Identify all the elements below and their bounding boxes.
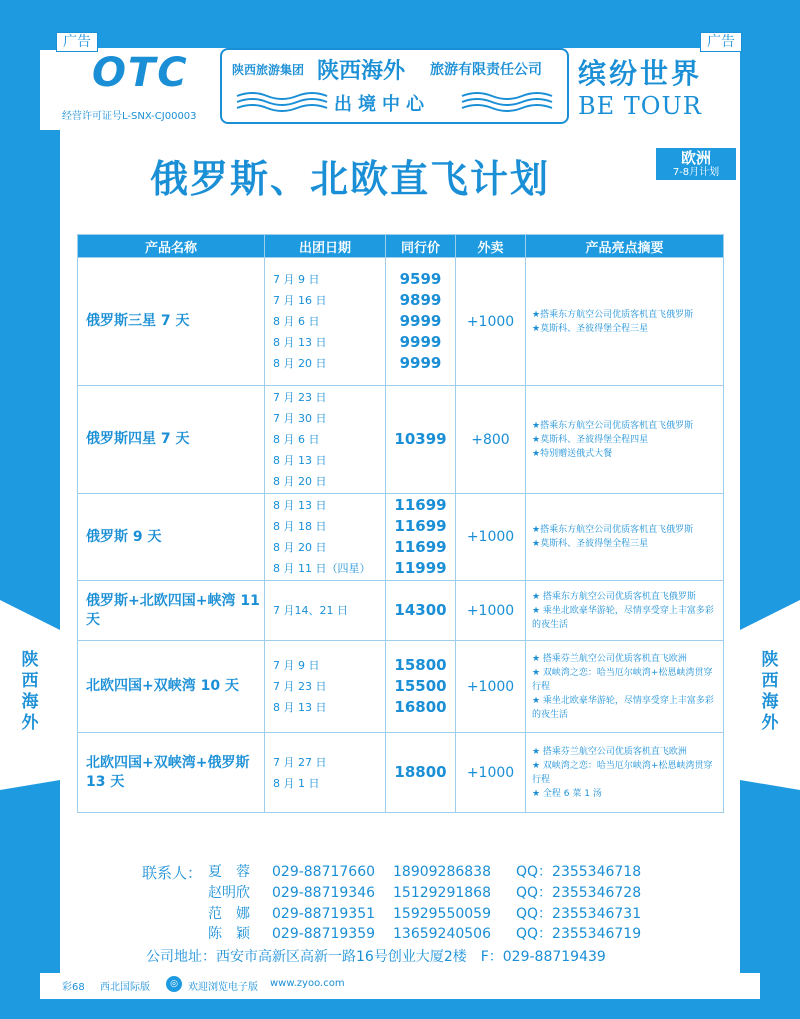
edition-logo-icon: ◎ bbox=[166, 976, 182, 992]
ad-tag-left: 广告 bbox=[56, 32, 98, 52]
region-period: 7-8月计划 bbox=[672, 167, 720, 178]
contact-qq: QQ：2355346718 bbox=[516, 864, 642, 880]
retail-surcharge: +1000 bbox=[456, 641, 526, 733]
brand-english: BE TOUR bbox=[578, 92, 702, 120]
departure-dates: 7 月14、21 日 bbox=[265, 581, 386, 641]
group-name: 陕西旅游集团 bbox=[232, 63, 305, 77]
trade-price: 14300 bbox=[386, 581, 456, 641]
contact-row bbox=[60, 883, 740, 903]
header-highlights: 产品亮点摘要 bbox=[526, 235, 724, 258]
product-name: 北欧四国+双峡湾+俄罗斯 13 天 bbox=[78, 733, 265, 813]
contact-name: 赵明欣 bbox=[208, 885, 250, 901]
contact-tel: 029-88719346 bbox=[272, 885, 376, 901]
retail-surcharge: +1000 bbox=[456, 733, 526, 813]
departure-dates: 7 月 9 日 7 月 16 日 8 月 6 日 8 月 13 日 8 月 20 日 bbox=[265, 258, 386, 386]
footer-url[interactable]: www.zyoo.com bbox=[270, 978, 345, 989]
contact-tel: 029-88717660 bbox=[272, 864, 376, 880]
contacts-section bbox=[60, 858, 740, 973]
contact-name: 范 娜 bbox=[208, 906, 250, 922]
table-row bbox=[78, 494, 724, 581]
contact-name: 陈 颖 bbox=[208, 926, 250, 942]
product-name: 俄罗斯+北欧四国+峡湾 11 天 bbox=[78, 581, 265, 641]
product-name: 俄罗斯 9 天 bbox=[78, 494, 265, 581]
table-row bbox=[78, 641, 724, 733]
product-name: 北欧四国+双峡湾 10 天 bbox=[78, 641, 265, 733]
contact-qq: QQ：2355346731 bbox=[516, 906, 642, 922]
contact-qq: QQ：2355346728 bbox=[516, 885, 642, 901]
departure-dates: 8 月 13 日 8 月 18 日 8 月 20 日 8 月 11 日（四星） bbox=[265, 494, 386, 581]
retail-surcharge: +800 bbox=[456, 386, 526, 494]
highlights: ★ 搭乘东方航空公司优质客机直飞俄罗斯 ★ 乘坐北欧豪华游轮，尽情享受穿上丰富多彩的夜生活 bbox=[526, 581, 724, 641]
contact-tel: 029-88719359 bbox=[272, 926, 376, 942]
table-row bbox=[78, 386, 724, 494]
product-name: 俄罗斯三星 7 天 bbox=[78, 258, 265, 386]
table-row bbox=[78, 581, 724, 641]
contact-mobile: 15129291868 bbox=[393, 885, 491, 901]
retail-surcharge: +1000 bbox=[456, 494, 526, 581]
header-product: 产品名称 bbox=[78, 235, 265, 258]
header-price: 同行价 bbox=[386, 235, 456, 258]
frame-top bbox=[0, 0, 800, 48]
departure-dates: 7 月 27 日 8 月 1 日 bbox=[265, 733, 386, 813]
ad-tag-right: 广告 bbox=[700, 32, 742, 52]
company-suffix: 旅游有限责任公司 bbox=[430, 62, 542, 78]
trade-price: 10399 bbox=[386, 386, 456, 494]
highlights: ★ 搭乘芬兰航空公司优质客机直飞欧洲 ★ 双峡湾之恋：哈当厄尔峡湾+松恩峡湾贯穿行程 ★ 全程 6 菜 1 汤 bbox=[526, 733, 724, 813]
highlights: ★搭乘东方航空公司优质客机直飞俄罗斯 ★莫斯科、圣彼得堡全程三星 bbox=[526, 494, 724, 581]
company-address: 公司地址：西安市高新区高新一路16号创业大厦2楼 F：029-88719439 bbox=[146, 949, 606, 965]
contact-mobile: 15929550059 bbox=[393, 906, 491, 922]
footer-edition: 西北国际版 bbox=[100, 982, 150, 993]
departure-dates: 7 月 23 日 7 月 30 日 8 月 6 日 8 月 13 日 8 月 20 日 bbox=[265, 386, 386, 494]
region-name: 欧洲 bbox=[680, 149, 711, 167]
header-surcharge: 外卖 bbox=[456, 235, 526, 258]
table-header-row bbox=[78, 235, 724, 258]
frame-right bbox=[740, 0, 800, 1019]
highlights: ★ 搭乘芬兰航空公司优质客机直飞欧洲 ★ 双峡湾之恋：哈当厄尔峡湾+松恩峡湾贯穿行程 ★ 乘坐北欧豪华游轮，尽情享受穿上丰富多彩的夜生活 bbox=[526, 641, 724, 733]
header-dates: 出团日期 bbox=[265, 235, 386, 258]
contact-name: 夏 蓉 bbox=[208, 864, 250, 880]
highlights: ★搭乘东方航空公司优质客机直飞俄罗斯 ★莫斯科、圣彼得堡全程四星 ★特别赠送俄式大餐 bbox=[526, 386, 724, 494]
region-badge bbox=[656, 148, 736, 180]
table-row bbox=[78, 733, 724, 813]
departure-dates: 7 月 9 日 7 月 23 日 8 月 13 日 bbox=[265, 641, 386, 733]
side-text-left: 陕 西 海 外 bbox=[21, 650, 39, 733]
contact-tel: 029-88719351 bbox=[272, 906, 376, 922]
contacts-label: 联系人： bbox=[142, 864, 203, 882]
page-title: 俄罗斯、北欧直飞计划 bbox=[150, 157, 551, 201]
otc-logo: OTC bbox=[92, 50, 189, 96]
tour-table bbox=[77, 234, 724, 813]
contact-row bbox=[60, 924, 740, 944]
table-row bbox=[78, 258, 724, 386]
license-number: 经营许可证号L-SNX-CJ00003 bbox=[62, 111, 197, 122]
company-banner bbox=[220, 48, 569, 124]
trade-price: 9599 9899 9999 9999 9999 bbox=[386, 258, 456, 386]
product-name: 俄罗斯四星 7 天 bbox=[78, 386, 265, 494]
trade-price: 18800 bbox=[386, 733, 456, 813]
frame-left bbox=[0, 0, 60, 1019]
trade-price: 15800 15500 16800 bbox=[386, 641, 456, 733]
company-main: 陕西海外 bbox=[317, 59, 406, 84]
center-name: 出境中心 bbox=[334, 94, 430, 115]
contact-mobile: 18909286838 bbox=[393, 864, 491, 880]
footer-page: 彩68 bbox=[62, 982, 85, 993]
contact-qq: QQ：2355346719 bbox=[516, 926, 642, 942]
contact-row bbox=[60, 862, 740, 882]
contact-row bbox=[60, 904, 740, 924]
side-text-right: 陕 西 海 外 bbox=[761, 650, 779, 733]
trade-price: 11699 11699 11699 11999 bbox=[386, 494, 456, 581]
highlights: ★搭乘东方航空公司优质客机直飞俄罗斯 ★莫斯科、圣彼得堡全程三星 bbox=[526, 258, 724, 386]
retail-surcharge: +1000 bbox=[456, 258, 526, 386]
footer-welcome: 欢迎浏览电子版 bbox=[188, 982, 258, 993]
retail-surcharge: +1000 bbox=[456, 581, 526, 641]
brand-chinese: 缤纷世界 bbox=[578, 57, 703, 90]
contact-mobile: 13659240506 bbox=[393, 926, 491, 942]
